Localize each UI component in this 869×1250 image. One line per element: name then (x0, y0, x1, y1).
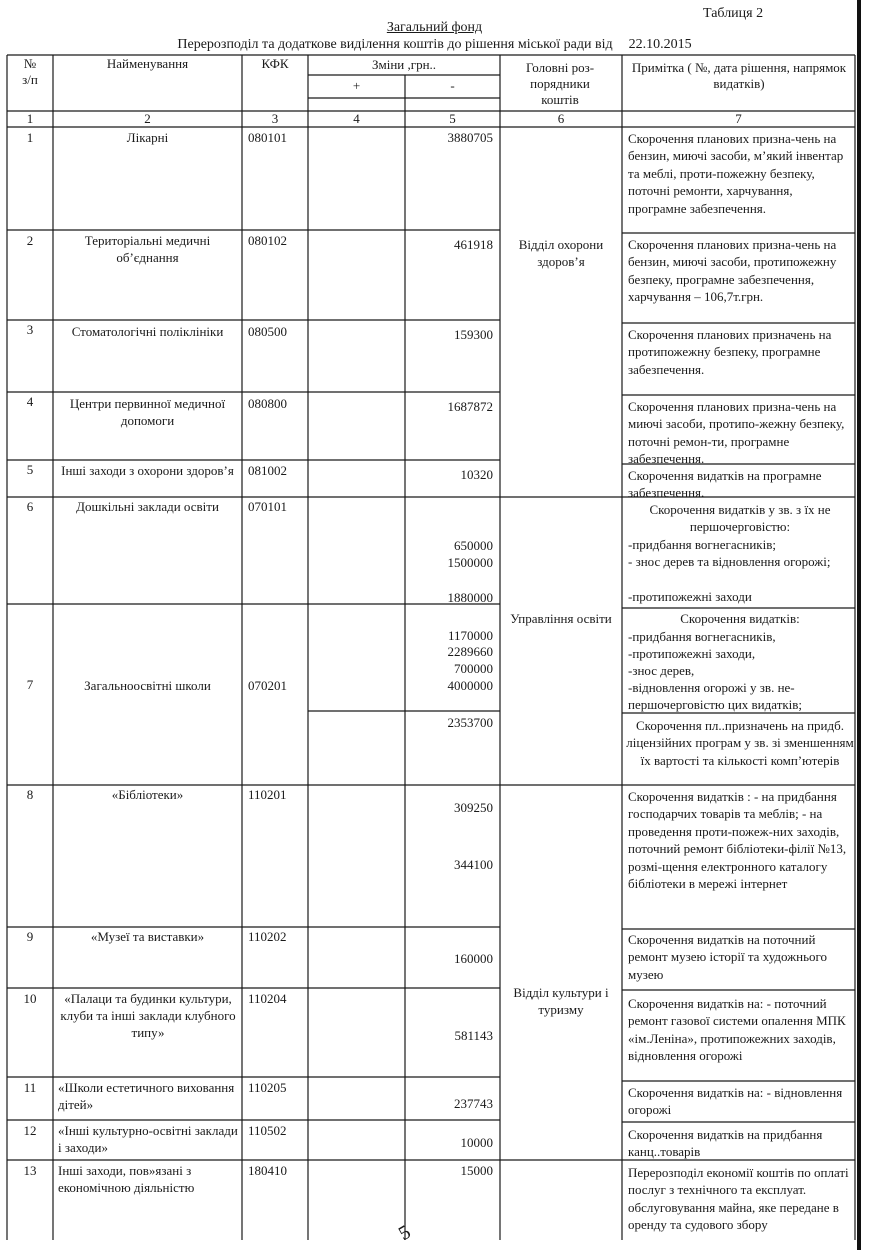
header-managers: Головні роз-порядники коштів (525, 60, 595, 107)
row-minus-item: 1170000 (447, 628, 493, 643)
row-name: Лікарні (126, 130, 169, 145)
page-mark: 5 (394, 1221, 415, 1246)
row-num: 11 (23, 1080, 37, 1095)
row-minus-item: 2289660 (447, 644, 493, 659)
row-kfk: 080800 (248, 396, 287, 411)
row-note: Скорочення видатків на: - відновлення огорожі (628, 1085, 843, 1118)
department-education: Управління освіти (510, 611, 612, 626)
page-edge (857, 0, 861, 1250)
row-kfk: 081002 (248, 463, 287, 478)
row-kfk: 080500 (248, 324, 287, 339)
row-note: Скорочення видатків : - на придбання господарчих товарів та меблів; - на проведення проти-пожеж-них заходів, поточний ремонт бібліотеки-філії №13, розмі-щення електронного каталогу бібліотеки в мережі інтернет (628, 789, 847, 892)
row-num: 7 (26, 677, 34, 692)
row-num: 1 (26, 130, 34, 145)
header-changes: Зміни ,грн.. (371, 57, 437, 72)
row-name: Центри первинної медичної допомоги (69, 396, 226, 428)
row-name: «Школи естетичного виховання дітей» (58, 1080, 235, 1112)
subtitle-text: Перерозподіл та додаткове виділення коштів до рішення міської ради від (177, 37, 613, 52)
header-num (7, 56, 53, 88)
row-note: Скорочення видатків на придбання канц..товарів (628, 1127, 823, 1160)
row-note: Скорочення видатків на програмне забезпечення. (628, 468, 822, 501)
department-health: Відділ охорони здоров’я (518, 237, 604, 269)
row-note-line: Скорочення видатків: (680, 611, 800, 626)
row-note-line: - знос дерев та відновлення огорожі; (628, 554, 831, 569)
row-name: Загальноосвітні школи (84, 678, 211, 693)
row-minus-item: 700000 (454, 661, 493, 676)
row-note: Скорочення планових призна-чень на миючі засоби, протипо-жежну безпеку, поточні ремон-ти, програмне забезпечення. (628, 399, 845, 467)
column-number: 4 (353, 111, 360, 126)
row-note: Скорочення видатків на: - поточний ремонт газової системи опалення МПК «ім.Леніна», протипожежних заходів, відновлення огорожі (628, 996, 846, 1064)
column-number: 3 (271, 111, 279, 126)
row-note-line: Скорочення видатків у зв. з їх не (649, 502, 831, 517)
row-note: Скорочення планових призначень на протипожежну безпеку, програмне забезпечення. (628, 327, 832, 377)
row-num: 4 (26, 394, 34, 409)
row-minus-item: 1880000 (447, 590, 493, 605)
row-kfk: 070201 (248, 678, 287, 693)
subtitle-date: 22.10.2015 (628, 37, 692, 52)
row-note: Скорочення планових призна-чень на бензин, миючі засоби, м’який інвентар та меблі, проти-пожежну безпеку, поточні ремонти, харчування, програмне забезпечення. (628, 131, 844, 216)
column-number: 5 (449, 111, 456, 126)
row-minus: 581143 (454, 1028, 493, 1043)
row-note: Скорочення видатків на поточний ремонт музею історії та художнього музею (628, 932, 828, 982)
row-note-line: першочерговістю: (689, 519, 791, 534)
department-culture: Відділ культури і туризму (513, 985, 609, 1017)
row-minus-item: 650000 (454, 538, 493, 553)
row-num: 10 (23, 991, 37, 1006)
row-num: 3 (26, 322, 34, 337)
row-minus: 10320 (460, 467, 493, 482)
header-num-line1: № (23, 56, 37, 71)
row-name: «Музеї та виставки» (90, 929, 205, 944)
row-num: 5 (26, 462, 34, 477)
row-note-line: -протипожежні заходи (628, 589, 752, 604)
row-note-line: -знос дерев, (628, 663, 695, 678)
row-kfk: 070101 (248, 499, 287, 514)
header-name: Найменування (106, 56, 189, 71)
row-minus-item: 1500000 (447, 555, 493, 570)
row-kfk: 110205 (248, 1080, 287, 1095)
row-num: 6 (26, 499, 34, 514)
row-name: «Бібліотеки» (111, 787, 184, 802)
header-kfk: КФК (261, 56, 289, 71)
header-plus: + (352, 78, 361, 93)
row-note-line: -відновлення огорожі у зв. не-першочерговістю цих видатків; (628, 680, 803, 713)
row-note: Скорочення планових призна-чень на бензин, миючі засоби, протипожежну безпеку, програмне забезпечення, харчування – 106,7т.грн. (628, 237, 837, 305)
header-num-line2: з/п (22, 72, 38, 87)
column-number: 1 (26, 111, 34, 126)
row-minus-item: 344100 (454, 857, 493, 872)
row-minus: 159300 (454, 327, 493, 342)
row-name: Дошкільні заклади освіти (76, 499, 219, 514)
row-name: Інші заходи з охорони здоров’я (61, 463, 234, 478)
row-minus-item: 309250 (454, 800, 493, 815)
column-number: 2 (144, 111, 151, 126)
row-kfk: 080101 (248, 130, 287, 145)
row-note-line: -протипожежні заходи, (628, 646, 756, 661)
row-name: Стоматологічні поліклініки (71, 324, 224, 339)
column-number: 7 (735, 111, 742, 126)
row-num: 13 (23, 1163, 37, 1178)
row-note-line: -придбання вогнегасників, (628, 629, 776, 644)
row-name: «Палаци та будинки культури, клуби та інші заклади клубного типу» (60, 991, 236, 1040)
row-minus-extra: 2353700 (447, 715, 493, 730)
row-minus: 160000 (454, 951, 493, 966)
row-note-line: -придбання вогнегасників; (628, 537, 776, 552)
row-kfk: 180410 (248, 1163, 287, 1178)
row-name: «Інші культурно-освітні заклади і заходи» (58, 1123, 238, 1155)
row-note-extra: Скорочення пл..призначень на придб. ліцензійних програм у зв. зі зменшенням їх вартості та кількості комп’ютерів (626, 718, 854, 768)
row-minus: 237743 (454, 1096, 493, 1111)
row-name: Територіальні медичні об’єднання (84, 233, 211, 265)
row-kfk: 110202 (248, 929, 287, 944)
row-kfk: 110502 (248, 1123, 287, 1138)
table-label: Таблиця 2 (703, 6, 764, 21)
row-kfk: 110204 (248, 991, 287, 1006)
header-note: Примітка ( №, дата рішення, напрямок видатків) (631, 60, 847, 91)
row-kfk: 110201 (248, 787, 287, 802)
row-minus: 3880705 (447, 130, 493, 145)
header-minus: - (450, 78, 455, 93)
row-note: Перерозподіл економії коштів по оплаті послуг з технічного та експлуат. обслуговування майна, яке передане в оренду та судового збору (628, 1165, 849, 1233)
row-minus: 15000 (460, 1163, 493, 1178)
row-num: 2 (26, 233, 34, 248)
row-minus: 1687872 (447, 399, 493, 414)
row-num: 8 (26, 787, 34, 802)
row-minus: 10000 (460, 1135, 493, 1150)
row-name: Інші заходи, пов»язані з економічною діяльністю (58, 1163, 195, 1195)
row-num: 9 (26, 929, 34, 944)
column-number: 6 (557, 111, 565, 126)
row-kfk: 080102 (248, 233, 287, 248)
row-num: 12 (23, 1123, 37, 1138)
fund-title-text: Загальний фонд (386, 20, 483, 35)
row-minus: 461918 (454, 237, 493, 252)
row-minus-item: 4000000 (447, 678, 493, 693)
